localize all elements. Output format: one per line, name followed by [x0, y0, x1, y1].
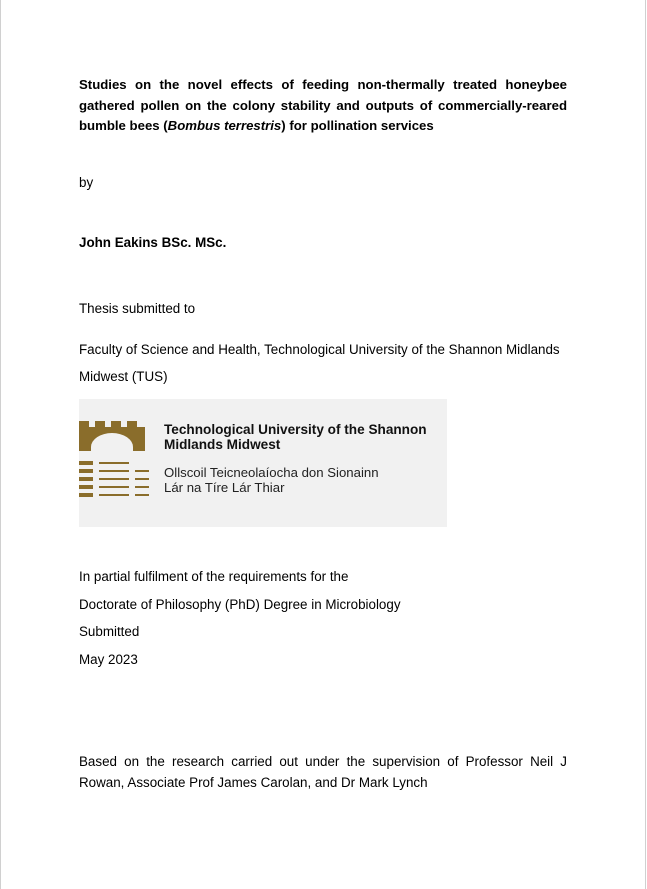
faculty-line-2: Midwest (TUS)	[79, 369, 168, 384]
submitted-to-label: Thesis submitted to	[79, 301, 196, 316]
logo-irish-line-1: Ollscoil Teicneolaíocha don Sionainn	[164, 465, 379, 480]
thesis-title	[79, 75, 567, 137]
university-emblem-icon	[79, 399, 159, 527]
page-edge-right	[645, 0, 646, 889]
submission-date: May 2023	[79, 651, 138, 667]
by-label: by	[79, 175, 94, 190]
faculty-line-1: Faculty of Science and Health, Technological University of the Shannon Midlands	[79, 342, 560, 357]
logo-name-line-2: Midlands Midwest	[164, 437, 281, 452]
logo-irish-line-2: Lár na Tíre Lár Thiar	[164, 480, 285, 495]
title-text-end: ) for pollination services	[281, 118, 434, 133]
supervision-statement: Based on the research carried out under the supervision of Professor Neil J Rowan, Associate Prof James Carolan, and Dr Mark Lynch	[79, 754, 567, 790]
degree-fulfilment	[79, 563, 567, 673]
faculty-affiliation	[79, 336, 567, 390]
title-text-start: Studies on the novel effects of feeding non-thermally treated honeybee gathered pollen on the colony stability and outputs of commercially-reared bumble bees (	[79, 77, 567, 133]
fulfilment-line-2: Doctorate of Philosophy (PhD) Degree in Microbiology	[79, 596, 401, 612]
page-edge-left	[0, 0, 1, 889]
logo-name-irish	[164, 465, 444, 495]
logo-name-english	[164, 422, 444, 452]
title-species: Bombus terrestris	[167, 118, 282, 133]
author-name: John Eakins BSc. MSc.	[79, 235, 227, 250]
logo-name-line-1: Technological University of the Shannon	[164, 422, 427, 437]
fulfilment-line-1: In partial fulfilment of the requirements for the	[79, 569, 349, 584]
university-logo	[79, 399, 447, 527]
submitted-label: Submitted	[79, 624, 140, 639]
